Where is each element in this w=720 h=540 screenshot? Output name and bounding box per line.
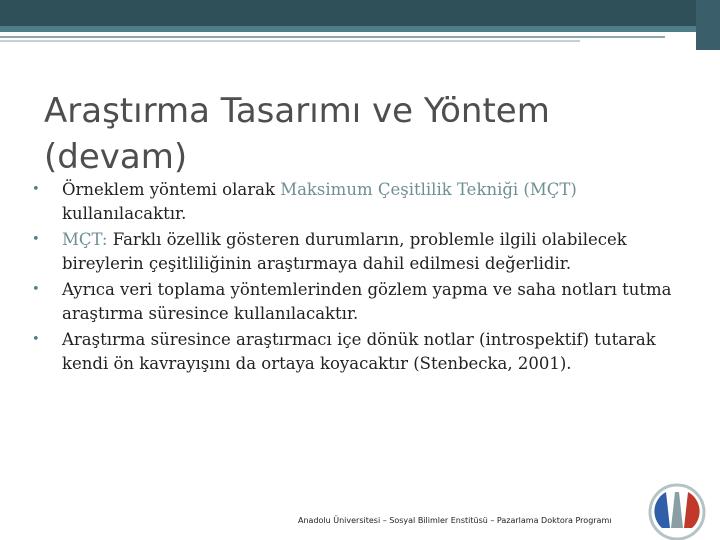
bullet-item: [22, 278, 682, 326]
bullet-item: [22, 178, 682, 226]
bullet-marker: •: [32, 282, 40, 297]
header-corner-block: [696, 0, 720, 50]
footer-text: Anadolu Üniversitesi – Sosyal Bilimler Enstitüsü – Pazarlama Doktora Programı: [298, 516, 612, 525]
bullet-highlight: Maksimum Çeşitlilik Tekniği (MÇT): [280, 180, 577, 199]
header-rule-secondary: [0, 40, 580, 42]
bullet-text: Araştırma süresince araştırmacı içe dönük notlar (introspektif) tutarak kendi ön kavrayışını da ortaya koyacaktır (Stenbecka, 2001).: [62, 330, 656, 373]
university-logo-icon: [644, 478, 710, 540]
slide-title: [44, 88, 664, 180]
slide-title-line1: Araştırma Tasarımı ve Yöntem: [44, 91, 550, 131]
bullet-marker: •: [32, 182, 40, 197]
bullet-text-tail: Farklı özellik gösteren durumların, problemle ilgili olabilecek bireylerin çeşitliliğinin araştırmaya dahil edilmesi değerlidir.: [62, 230, 627, 273]
header-rule: [0, 36, 665, 38]
bullet-marker: •: [32, 232, 40, 247]
header-bar: [0, 0, 720, 26]
bullet-highlight: MÇT:: [62, 230, 108, 249]
bullet-text: Ayrıca veri toplama yöntemlerinden gözlem yapma ve saha notları tutma araştırma süresince kullanılacaktır.: [62, 280, 672, 323]
header-accent-bar: [0, 26, 696, 32]
bullet-item: [22, 228, 682, 276]
bullet-text: Örneklem yöntemi olarak: [62, 180, 281, 199]
bullet-text-tail: kullanılacaktır.: [62, 204, 187, 223]
bullet-list: [22, 178, 682, 378]
bullet-item: [22, 328, 682, 376]
slide-title-line2: (devam): [44, 137, 188, 177]
bullet-marker: •: [32, 332, 40, 347]
